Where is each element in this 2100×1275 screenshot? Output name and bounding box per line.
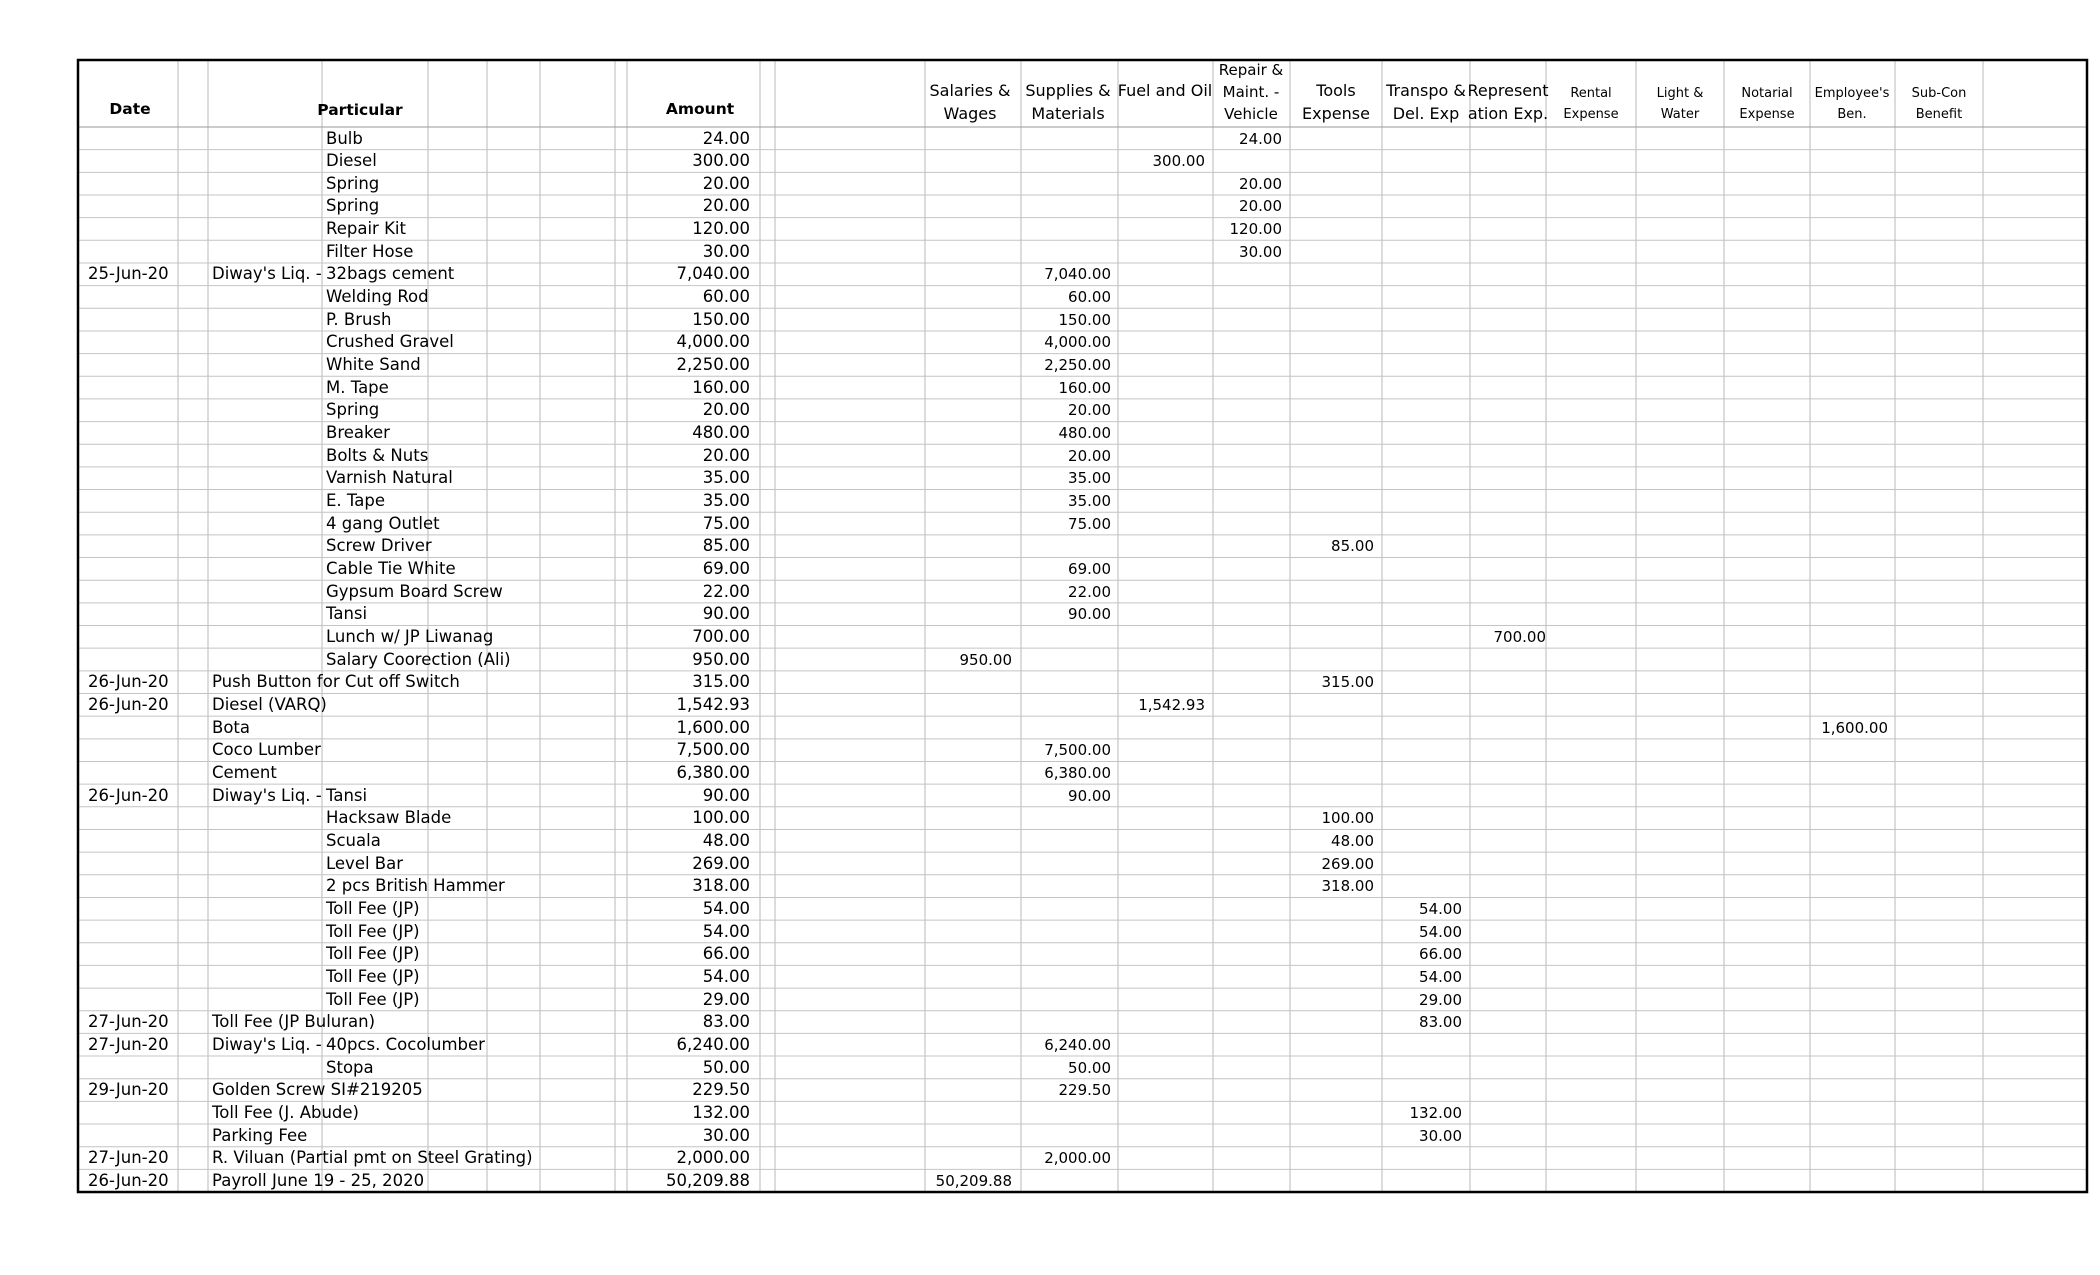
row-item: 4 gang Outlet [326, 513, 440, 533]
row-date: 26-Jun-20 [88, 695, 169, 714]
row-category-amount: 6,240.00 [1044, 1035, 1111, 1054]
row-category-amount: 75.00 [1068, 514, 1111, 533]
row-category-amount: 20.00 [1239, 197, 1282, 216]
row-category-amount: 300.00 [1152, 152, 1205, 171]
header-col-11-line-0: Sub-Con [1911, 86, 1967, 101]
row-amount: 69.00 [702, 559, 750, 579]
row-amount: 300.00 [692, 151, 750, 171]
row-payee: Diway's Liq. - [212, 264, 322, 284]
row-category-amount: 2,000.00 [1044, 1149, 1111, 1168]
row-item: Tansi [326, 604, 368, 624]
row-amount: 30.00 [702, 1125, 750, 1145]
row-payee: Push Button for Cut off Switch [212, 672, 460, 692]
row-item: E. Tape [326, 491, 385, 511]
row-item: Welding Rod [326, 287, 429, 307]
row-category-amount: 54.00 [1419, 922, 1462, 941]
row-amount: 90.00 [702, 604, 750, 624]
row-amount: 85.00 [702, 536, 750, 556]
row-amount: 2,250.00 [676, 355, 750, 375]
row-category-amount: 1,542.93 [1138, 696, 1205, 714]
row-date: 27-Jun-20 [88, 1148, 169, 1168]
row-date: 26-Jun-20 [88, 672, 169, 692]
row-payee: Toll Fee (JP Buluran) [212, 1012, 376, 1032]
row-item: 2 pcs British Hammer [326, 876, 505, 896]
row-category-amount: 7,040.00 [1044, 265, 1111, 284]
row-category-amount: 150.00 [1058, 310, 1111, 329]
row-amount: 83.00 [702, 1012, 750, 1032]
row-item: Toll Fee (JP) [326, 898, 420, 918]
header-col-11-line-1: Benefit [1915, 107, 1963, 122]
header-col-8-line-1: Water [1660, 107, 1700, 122]
row-date: 26-Jun-20 [88, 785, 169, 805]
row-category-amount: 85.00 [1331, 537, 1374, 556]
row-amount: 48.00 [702, 830, 750, 850]
row-category-amount: 90.00 [1068, 786, 1111, 805]
row-amount: 50,209.88 [666, 1170, 750, 1190]
row-item: Bolts & Nuts [326, 445, 429, 465]
row-category-amount: 35.00 [1068, 492, 1111, 511]
row-item: Spring [326, 196, 380, 216]
row-category-amount: 30.00 [1239, 242, 1282, 261]
row-amount: 54.00 [702, 921, 750, 941]
row-item: Spring [326, 400, 380, 420]
row-amount: 315.00 [692, 672, 750, 692]
row-item: Bulb [326, 128, 363, 148]
row-payee: R. Viluan (Partial pmt on Steel Grating) [212, 1148, 533, 1168]
row-amount: 20.00 [702, 445, 750, 465]
row-item: Screw Driver [326, 536, 432, 556]
row-category-amount: 50,209.88 [935, 1171, 1012, 1190]
row-amount: 120.00 [692, 219, 750, 239]
header-date: Date [109, 100, 151, 118]
row-amount: 60.00 [702, 287, 750, 307]
row-item: Salary Coorection (Ali) [326, 649, 511, 669]
header-col-7-line-0: Rental [1570, 86, 1612, 101]
row-date: 26-Jun-20 [88, 1170, 169, 1190]
row-item: Gypsum Board Screw [326, 581, 503, 601]
row-amount: 700.00 [692, 627, 750, 647]
row-date: 25-Jun-20 [88, 264, 169, 284]
row-amount: 2,000.00 [676, 1148, 750, 1168]
row-category-amount: 4,000.00 [1044, 333, 1111, 352]
row-category-amount: 50.00 [1068, 1058, 1111, 1077]
header-col-7-line-1: Expense [1563, 107, 1619, 122]
row-item: 40pcs. Cocolumber [326, 1034, 485, 1054]
header-col-6-line-0: Represent [1467, 81, 1549, 100]
row-amount: 7,500.00 [676, 740, 750, 760]
row-item: P. Brush [326, 309, 392, 329]
header-col-10-line-0: Employee's [1814, 86, 1890, 101]
row-item: Hacksaw Blade [326, 808, 452, 828]
header-col-4-line-0: Tools [1316, 81, 1356, 100]
row-item: Toll Fee (JP) [326, 921, 420, 941]
row-amount: 90.00 [702, 785, 750, 805]
row-amount: 29.00 [702, 989, 750, 1009]
row-item: Stopa [326, 1057, 374, 1077]
row-amount: 66.00 [702, 944, 750, 964]
row-category-amount: 318.00 [1321, 877, 1374, 896]
row-category-amount: 315.00 [1321, 673, 1374, 692]
header-col-2-line-1: Fuel and Oil [1117, 81, 1213, 100]
row-amount: 318.00 [692, 876, 750, 896]
header-col-11 [1879, 83, 1999, 125]
row-amount: 6,380.00 [676, 762, 750, 782]
row-category-amount: 132.00 [1409, 1103, 1462, 1122]
row-amount: 54.00 [702, 966, 750, 986]
row-item: Varnish Natural [326, 468, 453, 488]
row-amount: 4,000.00 [676, 332, 750, 352]
row-amount: 20.00 [702, 196, 750, 216]
row-payee: Coco Lumber [212, 740, 321, 760]
row-item: Toll Fee (JP) [326, 944, 420, 964]
row-payee: Diesel (VARQ) [212, 695, 327, 714]
row-category-amount: 48.00 [1331, 831, 1374, 850]
row-payee: Diway's Liq. - [212, 1034, 322, 1054]
row-item: Filter Hose [326, 241, 414, 261]
row-amount: 35.00 [702, 491, 750, 511]
row-category-amount: 83.00 [1419, 1013, 1462, 1032]
header-col-1-line-1: Materials [1031, 104, 1105, 123]
row-category-amount: 66.00 [1419, 945, 1462, 964]
row-amount: 150.00 [692, 309, 750, 329]
header-col-8-line-0: Light & [1656, 86, 1704, 101]
row-payee: Diway's Liq. - [212, 785, 322, 805]
row-amount: 6,240.00 [676, 1034, 750, 1054]
row-payee: Cement [212, 762, 277, 782]
row-item: Diesel [326, 151, 377, 171]
row-payee: Bota [212, 717, 250, 737]
row-item: Crushed Gravel [326, 332, 454, 352]
header-col-3-line-1: Maint. - [1222, 83, 1280, 101]
row-item: Lunch w/ JP Liwanag [326, 627, 494, 647]
row-category-amount: 160.00 [1058, 378, 1111, 397]
header-col-1-line-0: Supplies & [1025, 81, 1111, 100]
row-category-amount: 269.00 [1321, 854, 1374, 873]
row-category-amount: 35.00 [1068, 469, 1111, 488]
row-category-amount: 229.50 [1058, 1081, 1111, 1100]
row-date: 29-Jun-20 [88, 1080, 169, 1100]
row-item: M. Tape [326, 377, 389, 397]
row-category-amount: 7,500.00 [1044, 741, 1111, 760]
row-item: Cable Tie White [326, 559, 456, 579]
row-amount: 7,040.00 [676, 264, 750, 284]
row-category-amount: 700.00 [1493, 628, 1546, 647]
row-category-amount: 100.00 [1321, 809, 1374, 828]
row-amount: 480.00 [692, 423, 750, 443]
row-category-amount: 950.00 [959, 650, 1012, 669]
header-col-5-line-0: Transpo & [1386, 81, 1466, 100]
row-amount: 1,600.00 [676, 717, 750, 737]
row-payee: Parking Fee [212, 1125, 308, 1145]
row-category-amount: 54.00 [1419, 899, 1462, 918]
row-amount: 50.00 [702, 1057, 750, 1077]
header-col-10-line-1: Ben. [1837, 107, 1867, 122]
header-col-4-line-1: Expense [1302, 104, 1370, 123]
row-category-amount: 1,600.00 [1821, 718, 1888, 737]
row-category-amount: 120.00 [1229, 220, 1282, 239]
row-category-amount: 20.00 [1068, 401, 1111, 420]
row-amount: 950.00 [692, 649, 750, 669]
row-item: Repair Kit [326, 219, 406, 239]
header-col-5-line-1: Del. Exp [1392, 104, 1460, 123]
header-amount: Amount [665, 100, 735, 118]
row-category-amount: 480.00 [1058, 424, 1111, 443]
row-amount: 100.00 [692, 808, 750, 828]
row-amount: 269.00 [692, 853, 750, 873]
row-category-amount: 29.00 [1419, 990, 1462, 1009]
row-category-amount: 20.00 [1068, 446, 1111, 465]
row-item: 32bags cement [326, 264, 455, 284]
row-category-amount: 2,250.00 [1044, 356, 1111, 375]
row-amount: 132.00 [692, 1102, 750, 1122]
header-col-3-line-0: Repair & [1218, 61, 1284, 79]
header-col-3-line-2: Vehicle [1224, 105, 1278, 123]
row-item: White Sand [326, 355, 421, 375]
header-col-9-line-0: Notarial [1741, 86, 1793, 101]
row-item: Breaker [326, 423, 390, 443]
header-col-0-line-0: Salaries & [929, 81, 1011, 100]
header-col-6-line-1: ation Exp. [1467, 104, 1549, 123]
row-amount: 30.00 [702, 241, 750, 261]
row-category-amount: 22.00 [1068, 582, 1111, 601]
row-item: Toll Fee (JP) [326, 989, 420, 1009]
row-category-amount: 54.00 [1419, 967, 1462, 986]
row-item: Tansi [326, 785, 368, 805]
row-amount: 75.00 [702, 513, 750, 533]
row-amount: 35.00 [702, 468, 750, 488]
row-amount: 54.00 [702, 898, 750, 918]
row-amount: 24.00 [702, 128, 750, 148]
row-item: Scuala [326, 830, 381, 850]
row-date: 27-Jun-20 [88, 1012, 169, 1032]
row-payee: Toll Fee (J. Abude) [212, 1102, 359, 1122]
row-amount: 20.00 [702, 173, 750, 193]
header-col-0-line-1: Wages [943, 104, 997, 123]
row-category-amount: 60.00 [1068, 288, 1111, 307]
row-date: 27-Jun-20 [88, 1034, 169, 1054]
row-amount: 229.50 [692, 1080, 750, 1100]
row-category-amount: 69.00 [1068, 560, 1111, 579]
row-item: Toll Fee (JP) [326, 966, 420, 986]
row-category-amount: 90.00 [1068, 605, 1111, 624]
row-amount: 22.00 [702, 581, 750, 601]
row-category-amount: 20.00 [1239, 174, 1282, 193]
header-col-9-line-1: Expense [1739, 107, 1795, 122]
row-category-amount: 24.00 [1239, 129, 1282, 148]
row-amount: 20.00 [702, 400, 750, 420]
row-amount: 160.00 [692, 377, 750, 397]
row-amount: 1,542.93 [676, 695, 750, 714]
row-category-amount: 30.00 [1419, 1126, 1462, 1145]
row-item: Level Bar [326, 853, 404, 873]
row-payee: Golden Screw SI#219205 [212, 1080, 423, 1100]
row-category-amount: 6,380.00 [1044, 763, 1111, 782]
row-item: Spring [326, 173, 380, 193]
row-payee: Payroll June 19 - 25, 2020 [212, 1170, 425, 1190]
header-particular: Particular [317, 101, 403, 119]
